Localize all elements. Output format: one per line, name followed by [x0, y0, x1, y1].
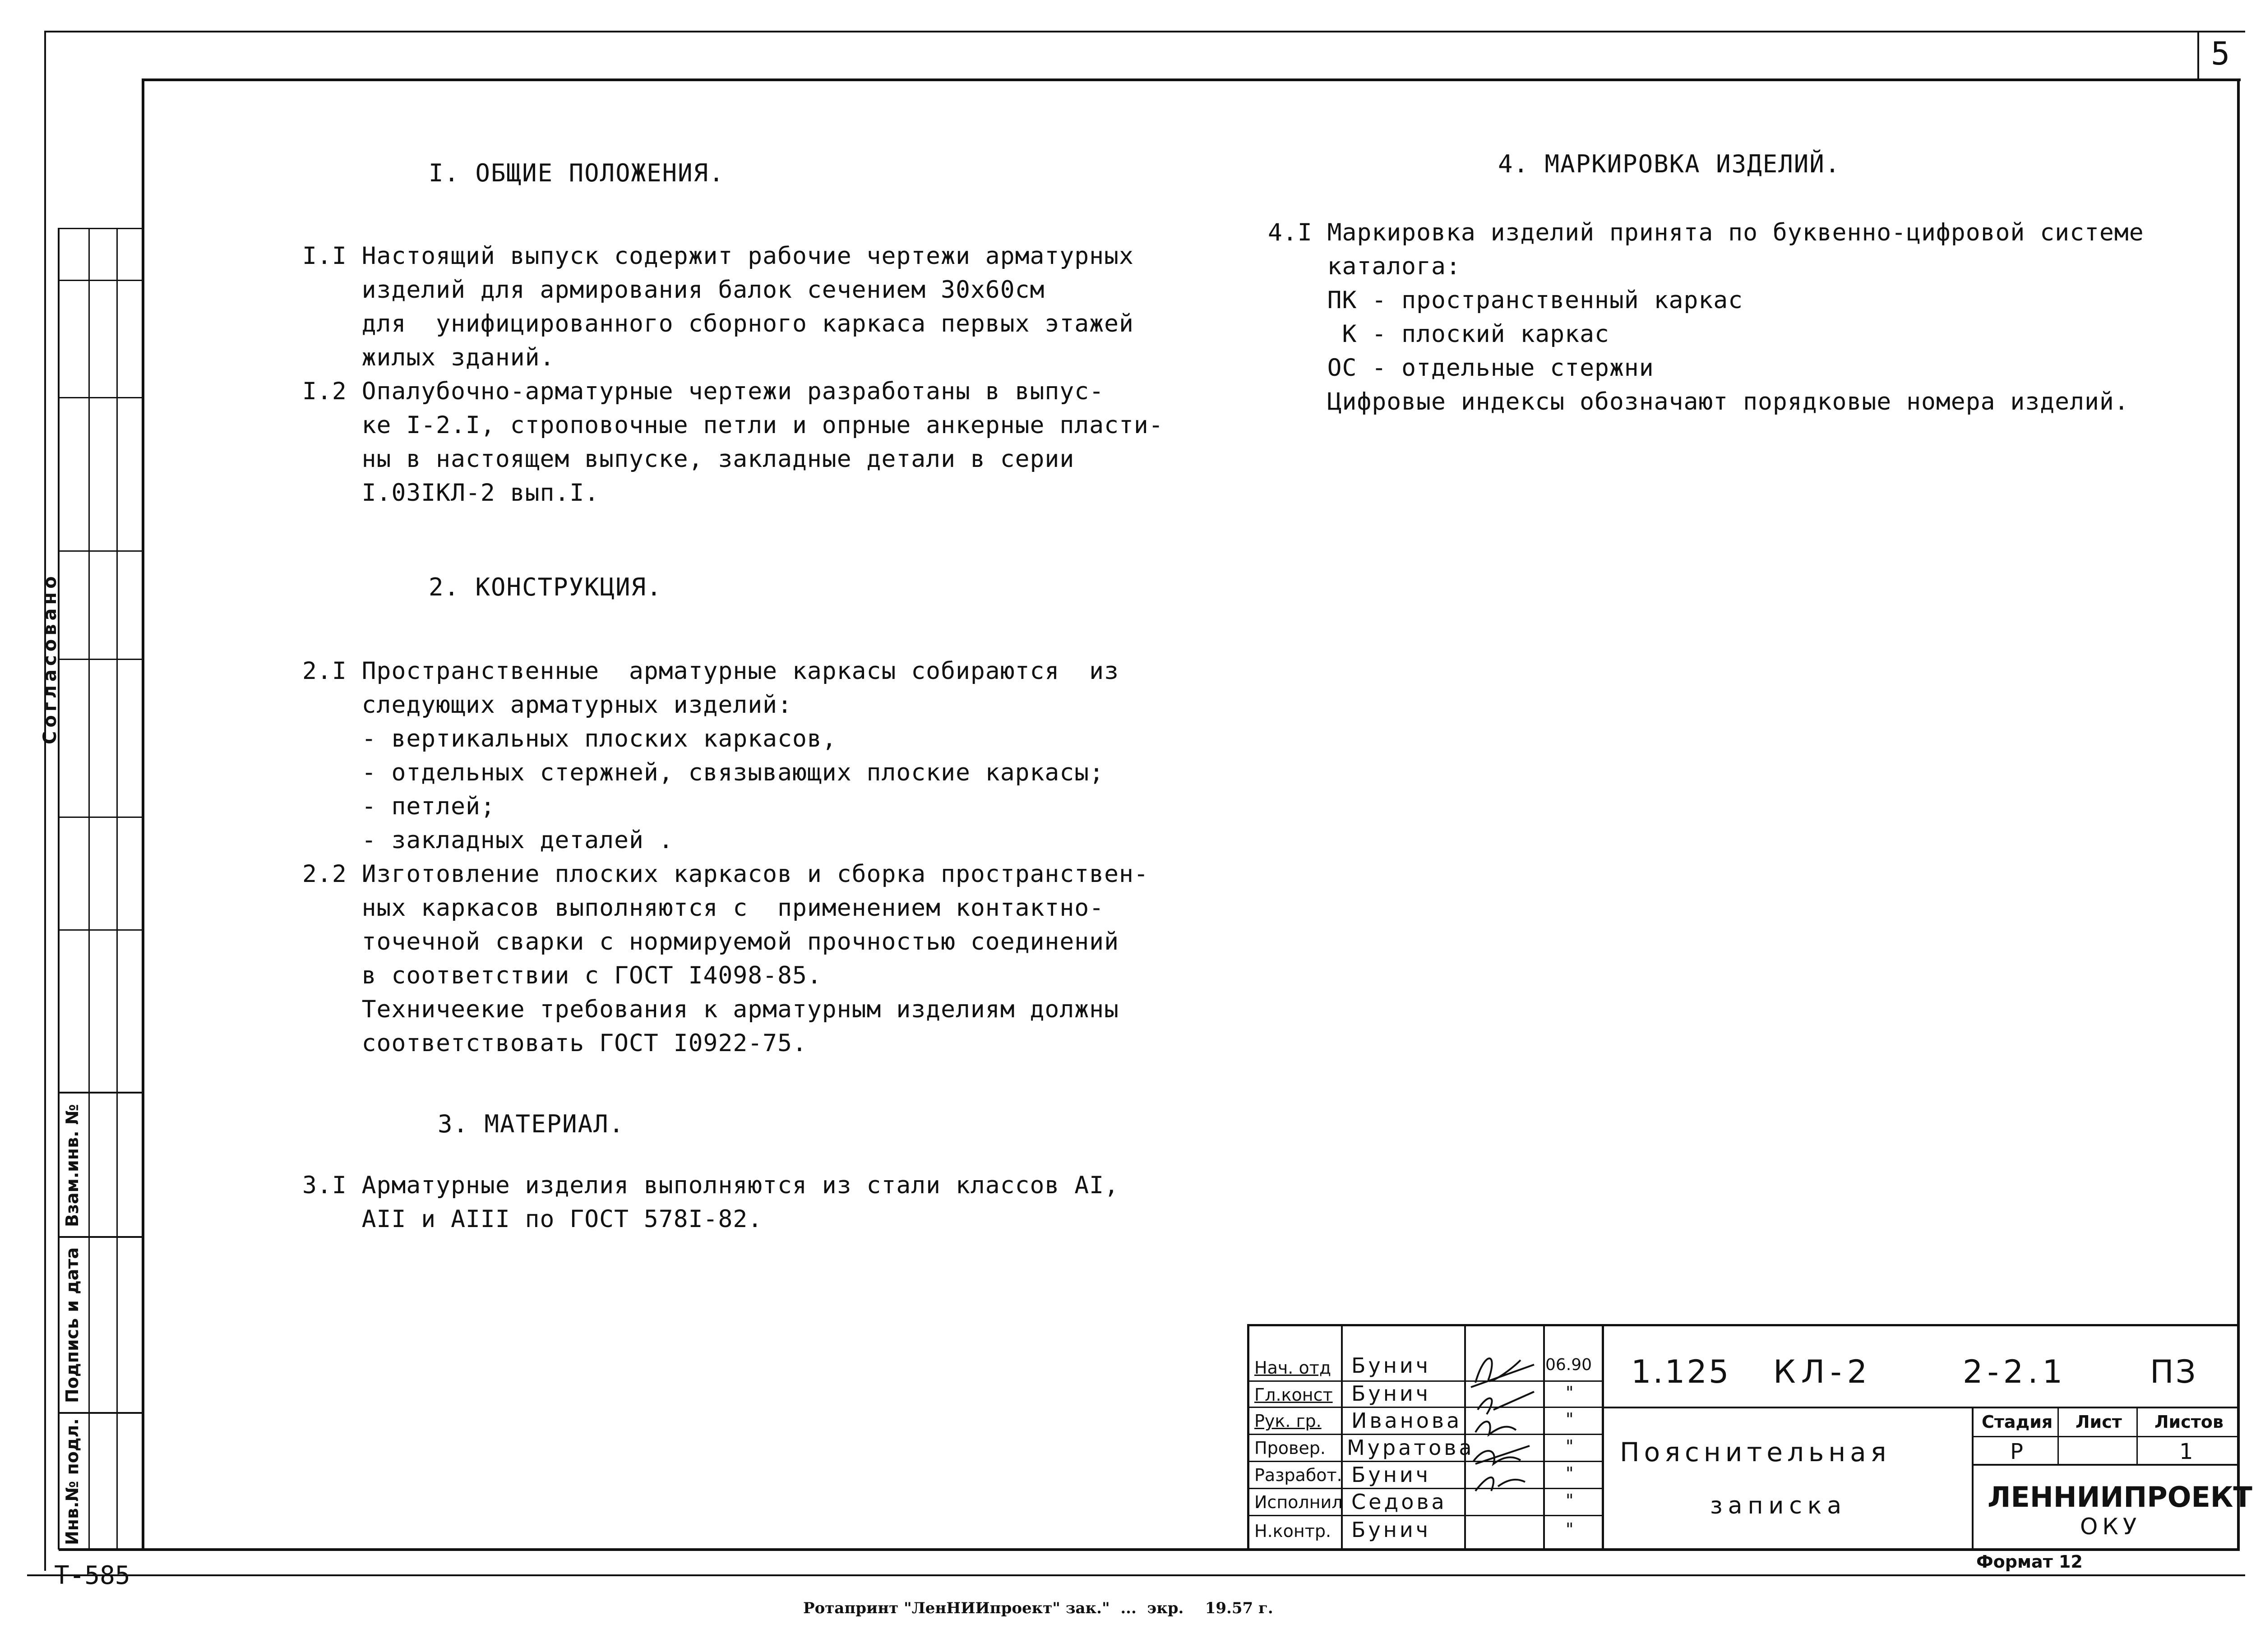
section-4-paragraph [1268, 216, 2144, 419]
tb-name: Бунич [1351, 1353, 1431, 1378]
text-line: ных каркасов выполняются с применением контактно- [302, 894, 1105, 922]
margin-sign-date-label: Подпись и дата [62, 1247, 82, 1403]
tb-role: Н.контр. [1254, 1521, 1331, 1541]
text-line: 3.I Арматурные изделия выполняются из стали классов АI, [302, 1172, 1119, 1199]
main-frame-left [142, 78, 144, 1550]
tb-name: Седова [1351, 1490, 1447, 1514]
tb-row [1248, 1407, 1603, 1408]
main-frame-bottom [59, 1548, 2240, 1551]
tb-sheet-label: Лист [2076, 1412, 2122, 1432]
text-line: ны в настоящем выпуске, закладные детали в серии [302, 445, 1075, 473]
text-line: в соответствии с ГОСТ I4098-85. [302, 962, 822, 989]
tb-code-series: 1.125 [1631, 1353, 1731, 1390]
text-line: Техничеекие требования к арматурным изделиям должны [302, 996, 1119, 1023]
section-4-heading: 4. МАРКИРОВКА ИЗДЕЛИЙ. [1498, 150, 1841, 178]
tb-code-doc: ПЗ [2150, 1353, 2198, 1390]
text-line: I.03IКЛ-2 вып.I. [302, 479, 600, 507]
text-line: жилых зданий. [302, 344, 555, 371]
tb-date: 06.90 [1545, 1356, 1592, 1374]
tb-code-bottom [1602, 1407, 2239, 1408]
outer-frame-top [45, 31, 2245, 32]
tb-role: Провер. [1254, 1438, 1326, 1458]
margin-row-line [58, 1236, 143, 1238]
margin-col-2 [116, 228, 118, 1550]
tb-row [1248, 1488, 1603, 1489]
tb-date: " [1566, 1519, 1574, 1539]
stamp-code: Т-585 [54, 1561, 130, 1590]
tb-date: " [1566, 1463, 1574, 1483]
text-line: - отдельных стержней, связывающих плоские каркасы; [302, 759, 1105, 786]
main-frame-top [143, 78, 2241, 81]
tb-doc-title-2: записка [1710, 1492, 1847, 1519]
section-2-paragraphs [302, 654, 1149, 1060]
format-label: Формат 12 [1976, 1552, 2083, 1572]
tb-date: " [1566, 1409, 1574, 1429]
margin-row-line [58, 929, 143, 931]
outer-frame-bottom [27, 1574, 2245, 1576]
tb-role: Исполнил [1254, 1492, 1343, 1512]
text-line: 4.I Маркировка изделий принята по буквенно-цифровой системе [1268, 219, 2144, 246]
text-line: 2.I Пространственные арматурные каркасы собираются из [302, 657, 1119, 685]
tb-row [1248, 1461, 1603, 1462]
tb-col-stage [1972, 1407, 1974, 1550]
tb-name: Бунич [1351, 1381, 1431, 1406]
text-line: - вертикальных плоских каркасов, [302, 725, 837, 752]
section-1-heading: I. ОБЩИЕ ПОЛОЖЕНИЯ. [429, 159, 725, 187]
tb-department: ОКУ [2080, 1514, 2141, 1540]
tb-role: Гл.конст [1254, 1385, 1333, 1405]
tb-name: Бунич [1351, 1518, 1431, 1542]
margin-row-line [58, 397, 143, 398]
text-line: 2.2 Изготовление плоских каркасов и сборка пространствен- [302, 860, 1149, 888]
section-3-heading: 3. МАТЕРИАЛ. [438, 1110, 625, 1138]
signature-scribble [1466, 1342, 1541, 1541]
margin-col-1 [88, 228, 90, 1550]
tb-name: Иванова [1351, 1408, 1462, 1433]
tb-role: Нач. отд [1254, 1358, 1331, 1378]
tb-stage-value: Р [2010, 1439, 2023, 1464]
tb-code-issue: 2-2.1 [1963, 1353, 2067, 1390]
text-line: для унифицированного сборного каркаса первых этажей [302, 310, 1134, 337]
tb-date: " [1566, 1383, 1574, 1403]
margin-inv-orig-label: Инв.№ подл. [62, 1418, 82, 1545]
text-line: соответствовать ГОСТ I0922-75. [302, 1029, 807, 1057]
section-3-paragraph [302, 1168, 1119, 1236]
tb-date: " [1566, 1490, 1574, 1510]
tb-date: " [1566, 1436, 1574, 1456]
margin-row-line [58, 1412, 143, 1414]
margin-row-line [58, 659, 143, 660]
printer-footer: Ротапринт "ЛенНИИпроект" зак." ... экр. 19.57 г. [803, 1599, 1273, 1617]
text-line: АII и АIII по ГОСТ 578I-82. [302, 1205, 763, 1233]
margin-agreed-label: Согласовано [40, 572, 60, 744]
text-line: следующих арматурных изделий: [302, 691, 792, 719]
tb-stage-row-1 [1972, 1436, 2239, 1437]
tb-name: Муратова [1347, 1435, 1475, 1460]
tb-row [1248, 1515, 1603, 1516]
text-line: - петлей; [302, 793, 495, 820]
tb-code-kl: КЛ-2 [1773, 1353, 1873, 1390]
text-line: точечной сварки с нормируемой прочностью соединений [302, 928, 1119, 955]
text-line: К - плоский каркас [1268, 320, 1609, 348]
text-line: изделий для армирования балок сечением 30х60см [302, 276, 1045, 304]
tb-role: Разработ. [1254, 1465, 1342, 1485]
tb-name: Бунич [1351, 1463, 1431, 1487]
text-line: Цифровые индексы обозначают порядковые номера изделий. [1268, 388, 2129, 415]
section-2-heading: 2. КОНСТРУКЦИЯ. [429, 573, 662, 601]
sheet-number-box-left [2197, 32, 2199, 79]
margin-row-line [58, 1092, 143, 1094]
main-frame-right [2237, 78, 2240, 1550]
tb-top [1248, 1324, 2239, 1326]
tb-organization: ЛЕННИИПРОЕКТ [1988, 1481, 2252, 1514]
text-line: I.I Настоящий выпуск содержит рабочие чертежи арматурных [302, 242, 1134, 270]
margin-left-line [58, 228, 60, 1550]
margin-inv-repl-label: Взам.инв. № [62, 1104, 82, 1227]
tb-sheets-label: Листов [2154, 1412, 2224, 1432]
margin-row-line [58, 550, 143, 552]
tb-row [1248, 1434, 1603, 1435]
text-line: ОС - отдельные стержни [1268, 354, 1654, 382]
text-line: ке I-2.I, строповочные петли и опрные анкерные пласти- [302, 411, 1164, 439]
text-line: каталога: [1268, 253, 1461, 280]
section-1-paragraph-1 [302, 239, 1164, 510]
outer-frame-left [44, 31, 46, 1571]
tb-stage-label: Стадия [1982, 1412, 2053, 1432]
text-line: - закладных деталей . [302, 826, 674, 854]
sheet-number: 5 [2211, 35, 2230, 72]
margin-top-line [58, 228, 143, 229]
tb-role: Рук. гр. [1254, 1411, 1322, 1431]
margin-row-line [58, 280, 143, 281]
text-line: I.2 Опалубочно-арматурные чертежи разработаны в выпус- [302, 378, 1105, 405]
text-line: ПК - пространственный каркас [1268, 286, 1743, 314]
margin-row-line [58, 817, 143, 818]
tb-sheets-value: 1 [2179, 1439, 2193, 1464]
tb-doc-title-1: Пояснительная [1620, 1437, 1891, 1467]
